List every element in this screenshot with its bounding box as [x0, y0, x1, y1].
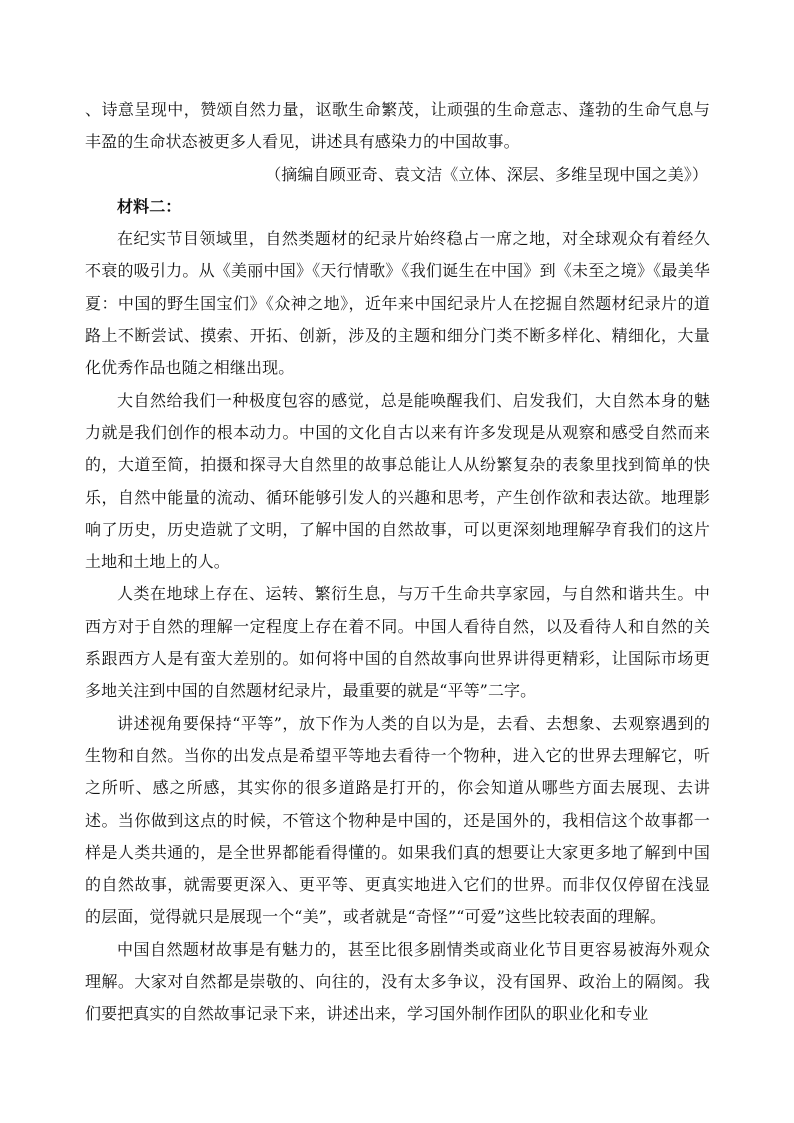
document-body: [85, 94, 710, 1031]
paragraph-4: 讲述视角要保持“平等”，放下作为人类的自以为是，去看、去想象、去观察遇到的生物和自然。当你的出发点是希望平等地去看待一个物种，进入它的世界去理解它，听之所听、感之所感，其实你的很多道路是打开的，你会知道从哪些方面去展现、去讲述。当你做到这点的时候，不管这个物种是中国的，还是国外的，我相信这个故事都一样是人类共通的，是全世界都能看得懂的。如果我们真的想要让大家更多地了解到中国的自然故事，就需要更深入、更平等、更真实地进入它们的世界。而非仅仅停留在浅显的层面，觉得就只是展现一个“美”，或者就是“奇怪”“可爱”这些比较表面的理解。: [85, 713, 710, 927]
paragraph-5: 中国自然题材故事是有魅力的，甚至比很多剧情类或商业化节目更容易被海外观众理解。大家对自然都是崇敬的、向往的，没有太多争议，没有国界、政治上的隔阂。我们要把真实的自然故事记录下来，讲述出来，学习国外制作团队的职业化和专业: [85, 939, 710, 1024]
paragraph-1: 在纪实节目领域里，自然类题材的纪录片始终稳占一席之地，对全球观众有着经久不衰的吸引力。从《美丽中国》《天行情歌》《我们诞生在中国》到《未至之境》《最美华夏：中国的野生国宝们》《众神之地》，近年来中国纪录片人在挖掘自然题材纪录片的道路上不断尝试、摸索、开拓、创新，涉及的主题和细分门类不断多样化、精细化，大量化优秀作品也随之相继出现。: [85, 229, 710, 378]
paragraph-3: 人类在地球上存在、运转、繁衍生息，与万千生命共享家园，与自然和谐共生。中西方对于自然的理解一定程度上存在着不同。中国人看待自然，以及看待人和自然的关系跟西方人是有蛮大差别的。如何将中国的自然故事向世界讲得更精彩，让国际市场更多地关注到中国的自然题材纪录片，最重要的就是“平等”二字。: [85, 584, 710, 701]
paragraph-2: 大自然给我们一种极度包容的感觉，总是能唤醒我们、启发我们，大自然本身的魅力就是我们创作的根本动力。中国的文化自古以来有许多发现是从观察和感受自然而来的，大道至简，拍摄和探寻大自然里的故事总能让人从纷繁复杂的表象里找到简单的快乐，自然中能量的流动、循环能够引发人的兴趣和思考，产生创作欲和表达欲。地理影响了历史，历史造就了文明，了解中国的自然故事，可以更深刻地理解孕育我们的这片土地和土地上的人。: [85, 390, 710, 572]
material-one-tail: 、诗意呈现中，赞颂自然力量，讴歌生命繁茂，让顽强的生命意志、蓬勃的生命气息与丰盈的生命状态被更多人看见，讲述具有感染力的中国故事。: [85, 100, 710, 152]
source-citation: （摘编自顾亚奇、袁文洁《立体、深层、多维呈现中国之美》）: [265, 164, 708, 184]
material-two-heading: 材料二：: [117, 196, 182, 216]
